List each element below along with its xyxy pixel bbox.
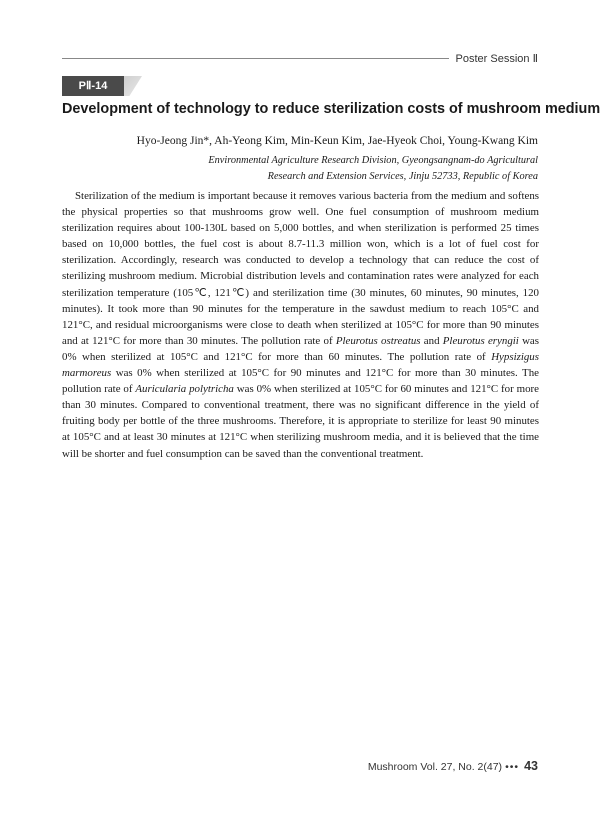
journal-citation: Mushroom Vol. 27, No. 2(47) — [367, 761, 503, 773]
header-rule — [62, 58, 449, 59]
abstract-text-3: was 0% when sterilized at 105°C for 90 minutes and 121°C for more than 30 minutes. The pollution rate of — [62, 367, 539, 396]
affiliation-line-1: Environmental Agriculture Research Division, Gyeongsangnam-do Agricultural — [208, 155, 538, 166]
article-affiliation — [178, 153, 538, 185]
poster-badge — [62, 76, 142, 96]
abstract-text-2: was 0% when sterilized at 105°C and 121°C for more than 60 minutes. The pollution rate of — [62, 334, 540, 363]
page-footer — [368, 759, 538, 773]
affiliation-line-2: Research and Extension Services, Jinju 52733, Republic of Korea — [267, 171, 538, 182]
article-authors: Hyo-Jeong Jin*, Ah-Yeong Kim, Min-Keun Kim, Jae-Hyeok Choi, Young-Kwang Kim — [136, 135, 538, 147]
abstract-paragraph — [62, 188, 539, 462]
abstract-text-1: Sterilization of the medium is important because it removes various bacteria from the medium and softens the physical properties so that mushrooms grow well. One fuel consumption of mushroom medium sterilization requires about 100-130L based on 5,000 bottles, and when sterilization is performed 25 times based on 10,000 bottles, the fuel cost is about 8.7-11.3 million won, which is a lot of fuel cost for sterilization. Accordingly, research was conducted to develop a technology that can reduce the cost of sterilizing mushroom medium. Microbial distribution levels and contamination rates were analyzed for each sterilization temperature (105℃, 121℃) and sterilization time (30 minutes, 60 minutes, 90 minutes, 120 minutes). It took more than 90 minutes for the temperature in the sawdust medium to reach 105°C and 121°C, and residual microorganisms were close to death when sterilized at 105°C for more than 90 minutes and at 121°C for more than 30 minutes. The pollution rate of — [62, 190, 539, 347]
species-name: Pleurotus eryngii — [442, 334, 519, 347]
species-name: Auricularia polytricha — [135, 383, 234, 396]
species-name: Pleurotus ostreatus — [335, 334, 421, 347]
poster-badge-label: PⅡ-14 — [62, 76, 124, 96]
session-label: Poster Session Ⅱ — [455, 53, 538, 65]
page-number: 43 — [524, 759, 538, 773]
abstract-text-and: and — [420, 334, 443, 347]
abstract-text-4: was 0% when sterilized at 105°C for 60 minutes and 121°C for more than 30 minutes. Compared to conventional treatment, there was no significant difference in the yield of fruiting body per bottle of the three mushrooms. Therefore, it is appropriate to sterilize for least 90 minutes at 105°C and at least 30 minutes at 121°C when sterilizing mushroom media, and it is believed that the time will be shorter and fuel consumption can be saved than the conventional treatment. — [62, 383, 540, 460]
footer-dots: ••• — [505, 761, 520, 773]
article-title: Development of technology to reduce sterilization costs of mushroom medium — [62, 101, 600, 117]
species-name: Hypsizigus marmoreus — [62, 350, 539, 380]
poster-badge-tail — [124, 76, 142, 96]
